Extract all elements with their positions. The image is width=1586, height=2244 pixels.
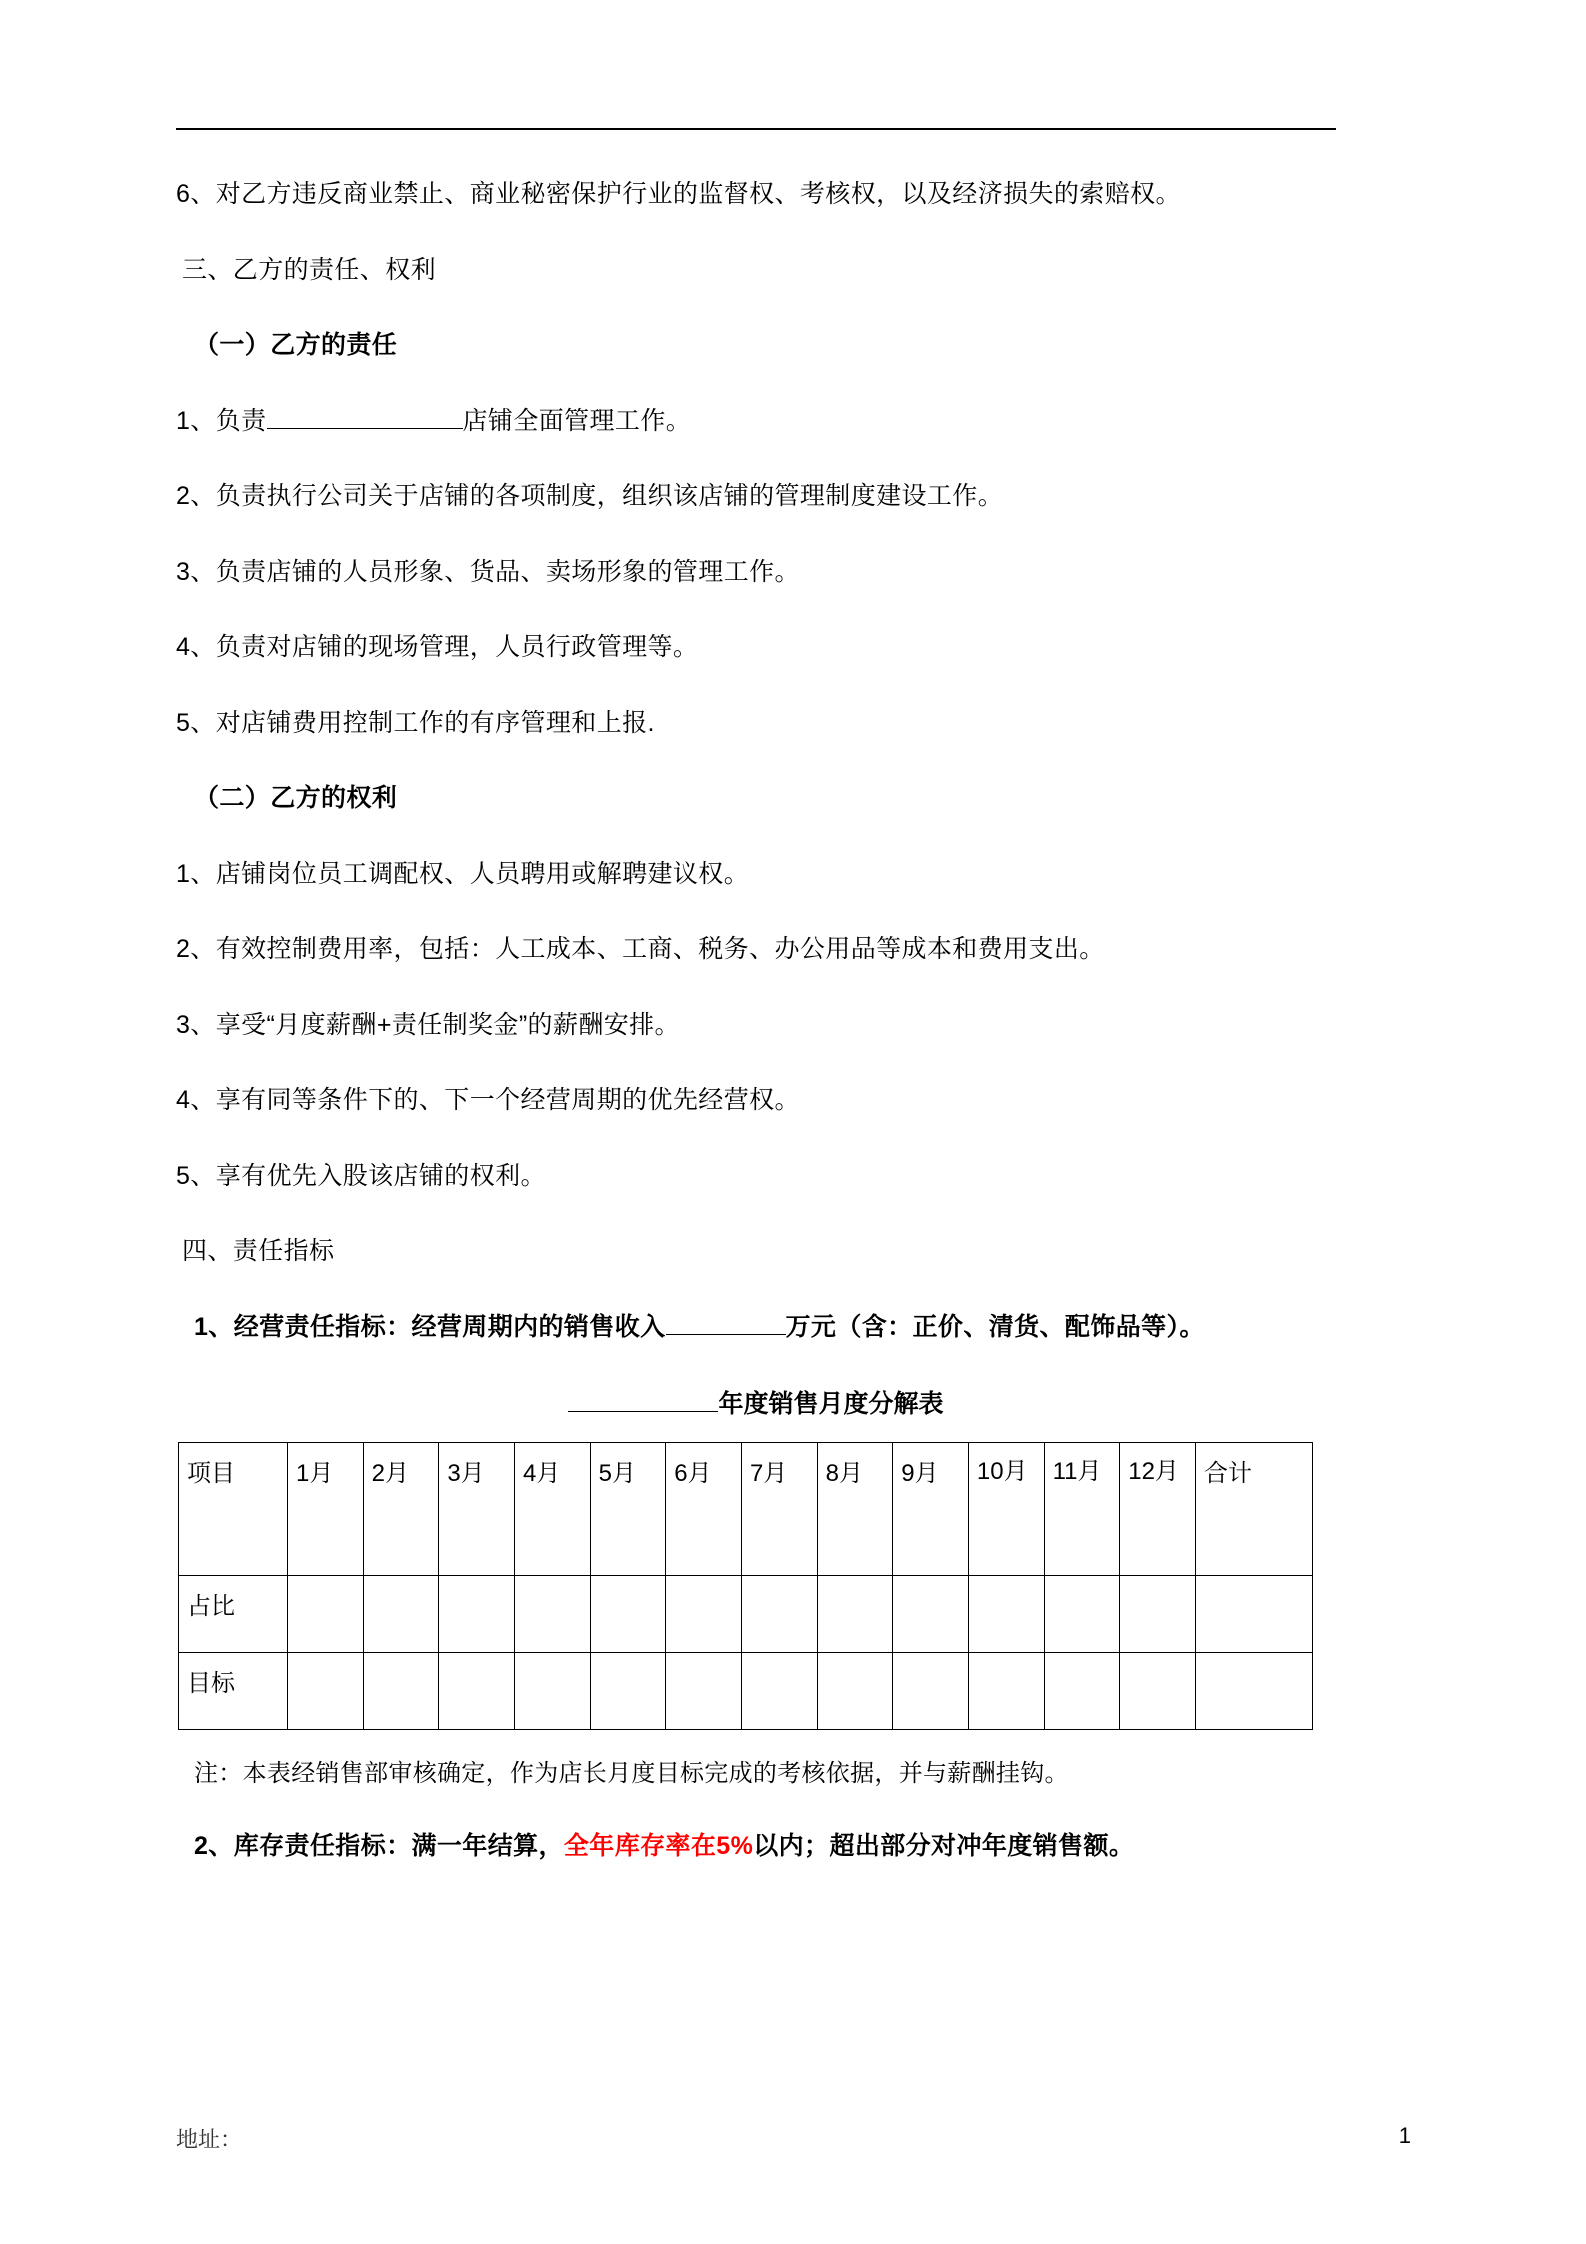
table-header-nov: 11月 [1044,1443,1120,1576]
table-header-aug: 8月 [817,1443,893,1576]
section-heading-three: 三、乙方的责任、权利 [182,255,437,284]
sales-table-title-text: 年度销售月度分解表 [718,1390,944,1418]
table-cell[interactable] [968,1576,1044,1653]
footer-page-number: 1 [1398,2123,1411,2148]
table-cell[interactable] [1120,1653,1196,1730]
table-header-row [179,1443,1313,1576]
responsibility-item-1-suffix: 店铺全面管理工作。 [462,406,692,435]
footer-address-label: 地址： [176,2127,243,2152]
table-header-oct: 10月 [968,1443,1044,1576]
business-target-paragraph [176,1309,1336,1347]
responsibility-item-5: 5、对店铺费用控制工作的有序管理和上报. [176,708,655,737]
sales-table-title [176,1384,1336,1420]
table-cell[interactable] [1120,1576,1196,1653]
table-row-ratio [179,1576,1313,1653]
page-footer [176,2123,1411,2154]
table-cell[interactable] [1196,1653,1313,1730]
responsibility-item-3: 3、负责店铺的人员形象、货品、卖场形象的管理工作。 [176,557,800,586]
sales-amount-blank[interactable] [666,1334,786,1335]
year-blank[interactable] [568,1411,718,1412]
right-item-2: 2、有效控制费用率，包括：人工成本、工商、税务、办公用品等成本和费用支出。 [176,935,1105,963]
table-cell[interactable] [439,1653,515,1730]
monthly-sales-table [178,1442,1313,1730]
table-header-item: 项目 [179,1443,288,1576]
table-cell[interactable] [893,1653,969,1730]
inventory-target-suffix: 以内；超出部分对冲年度销售额。 [753,1832,1135,1860]
table-cell[interactable] [288,1576,364,1653]
table-cell[interactable] [968,1653,1044,1730]
right-item-3: 3、享受“月度薪酬+责任制奖金”的薪酬安排。 [176,1010,680,1039]
responsibility-item-4: 4、负责对店铺的现场管理，人员行政管理等。 [176,633,699,661]
table-cell[interactable] [363,1653,439,1730]
table-cell[interactable] [1044,1576,1120,1653]
table-row-target [179,1653,1313,1730]
table-cell[interactable] [363,1576,439,1653]
table-cell[interactable] [817,1576,893,1653]
right-item-5: 5、享有优先入股该店铺的权利。 [176,1161,546,1190]
responsibility-item-1-prefix: 1、负责 [176,406,267,435]
table-cell[interactable] [741,1576,817,1653]
table-header-sep: 9月 [893,1443,969,1576]
business-target-suffix: 万元（含：正价、清货、配饰品等）。 [785,1312,1205,1341]
document-body [176,128,1336,1904]
table-header-jul: 7月 [741,1443,817,1576]
section-heading-four: 四、责任指标 [182,1237,335,1265]
inventory-rate-highlight: 全年库存率在5% [563,1832,754,1860]
table-cell[interactable] [1196,1576,1313,1653]
subsection-heading-rights: （二）乙方的权利 [194,784,398,812]
table-cell[interactable] [666,1653,742,1730]
shop-name-blank[interactable] [267,428,463,429]
subsection-heading-responsibilities: （一）乙方的责任 [194,331,398,359]
table-cell[interactable] [590,1653,666,1730]
table-header-jun: 6月 [666,1443,742,1576]
inventory-target-paragraph [176,1828,1336,1866]
table-header-mar: 3月 [439,1443,515,1576]
table-header-total: 合计 [1196,1443,1313,1576]
table-header-may: 5月 [590,1443,666,1576]
table-header-jan: 1月 [288,1443,364,1576]
table-cell[interactable] [590,1576,666,1653]
table-header-dec: 12月 [1120,1443,1196,1576]
inventory-target-prefix: 2、库存责任指标：满一年结算， [194,1832,564,1860]
table-cell[interactable] [893,1576,969,1653]
table-cell[interactable] [817,1653,893,1730]
responsibility-item-1 [176,403,1336,441]
responsibility-item-2: 2、负责执行公司关于店铺的各项制度，组织该店铺的管理制度建设工作。 [176,482,1004,510]
table-cell[interactable] [514,1576,590,1653]
table-row-ratio-label: 占比 [179,1576,288,1653]
table-header-apr: 4月 [514,1443,590,1576]
table-row-target-label: 目标 [179,1653,288,1730]
table-cell[interactable] [1044,1653,1120,1730]
header-divider [176,128,1336,130]
table-cell[interactable] [288,1653,364,1730]
table-header-feb: 2月 [363,1443,439,1576]
right-item-1: 1、店铺岗位员工调配权、人员聘用或解聘建议权。 [176,859,750,888]
table-note: 注：本表经销售部审核确定，作为店长月度目标完成的考核依据，并与薪酬挂钩。 [194,1760,1069,1787]
table-cell[interactable] [741,1653,817,1730]
table-cell[interactable] [439,1576,515,1653]
table-cell[interactable] [666,1576,742,1653]
right-item-4: 4、享有同等条件下的、下一个经营周期的优先经营权。 [176,1086,800,1114]
paragraph-item-6: 6、对乙方违反商业禁止、商业秘密保护行业的监督权、考核权，以及经济损失的索赔权。 [176,180,1181,208]
business-target-prefix: 1、经营责任指标：经营周期内的销售收入 [194,1312,666,1341]
table-cell[interactable] [514,1653,590,1730]
